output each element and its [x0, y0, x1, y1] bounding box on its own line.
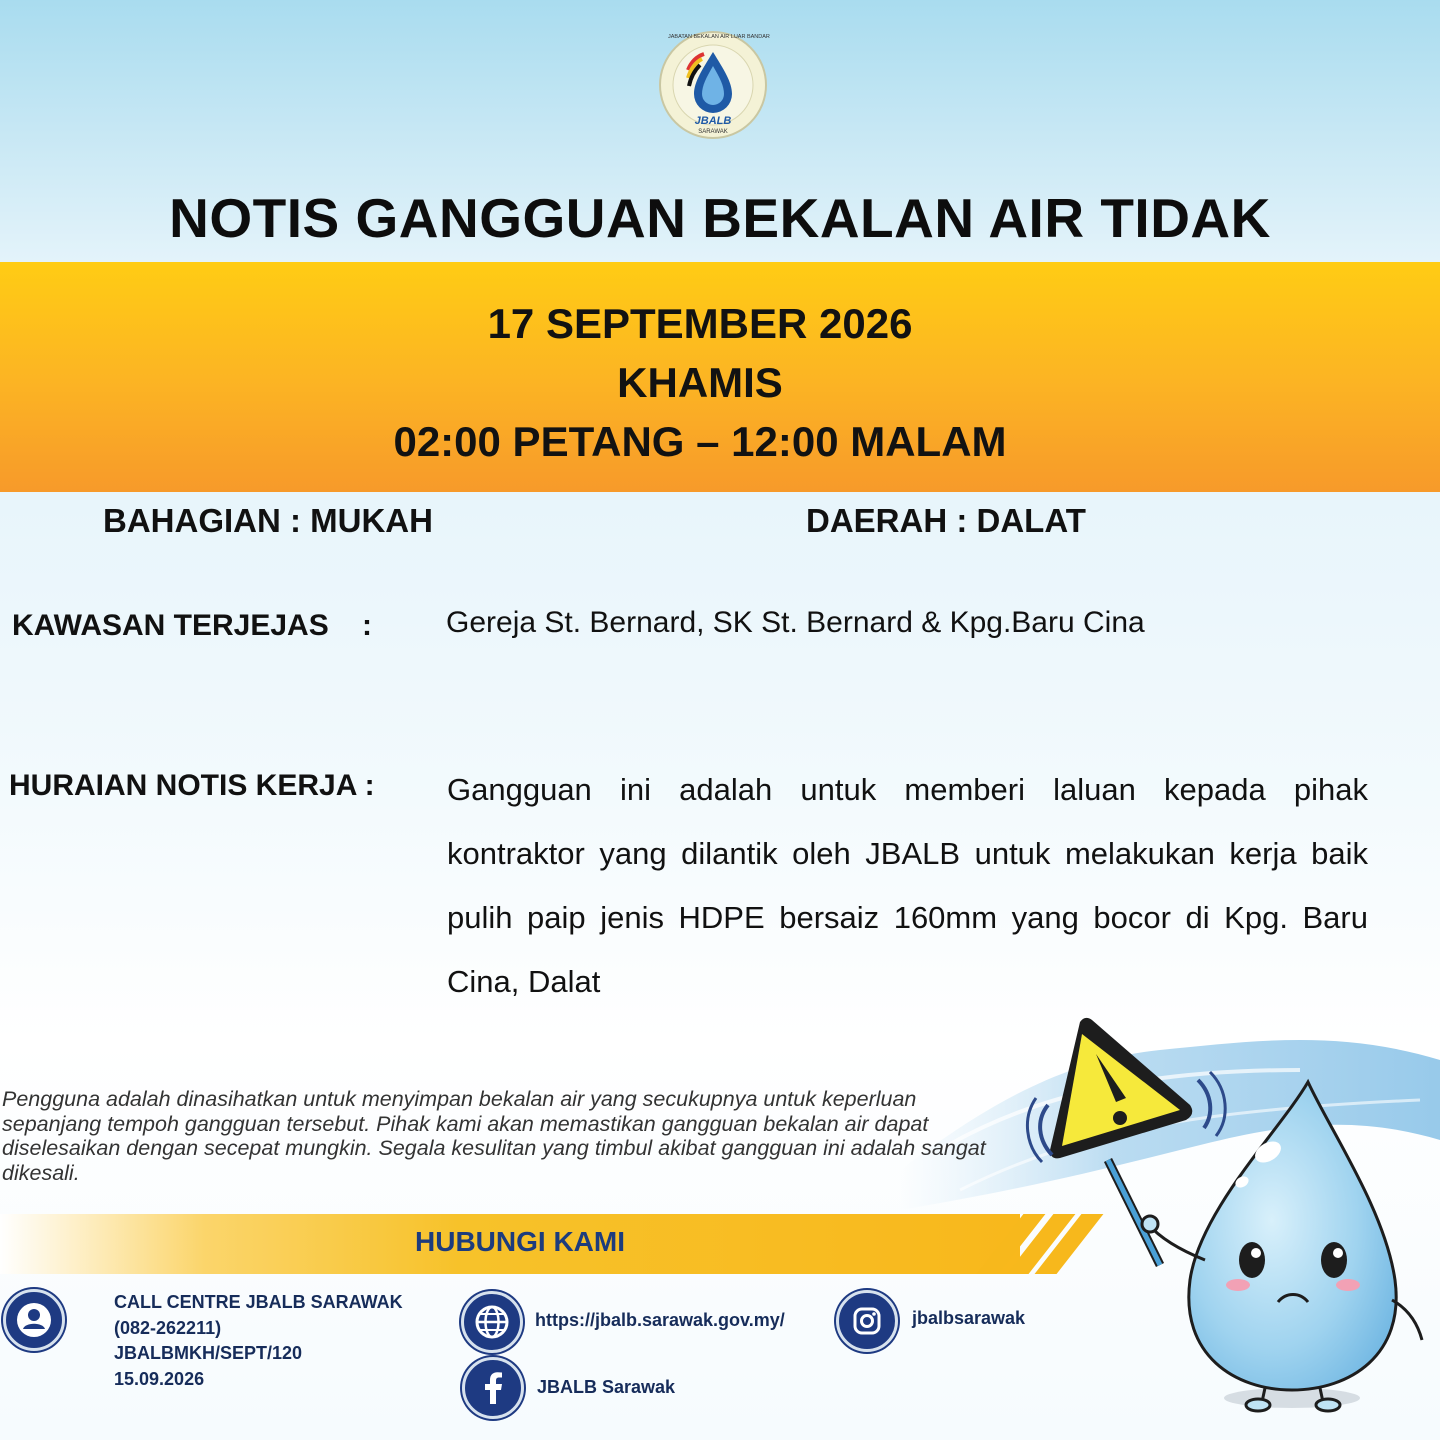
- logo-bottom-text: SARAWAK: [698, 129, 728, 135]
- logo-center-text: JBALB: [694, 115, 732, 127]
- page-title: NOTIS GANGGUAN BEKALAN AIR TIDAK: [169, 187, 1271, 249]
- globe-icon[interactable]: [461, 1291, 523, 1353]
- instagram-handle[interactable]: jbalbsarawak: [912, 1308, 1026, 1328]
- logo-ring-text: JABATAN BEKALAN AIR LUAR BANDAR: [668, 34, 770, 40]
- reference-number: JBALBMKH/SEPT/120: [114, 1343, 303, 1363]
- call-centre-info: [114, 1290, 403, 1392]
- website-link[interactable]: https://jbalb.sarawak.gov.my/: [535, 1310, 785, 1330]
- contact-title: HUBUNGI KAMI: [415, 1226, 625, 1257]
- work-description-label: HURAIAN NOTIS KERJA :: [9, 769, 375, 802]
- person-icon: [3, 1289, 65, 1351]
- schedule-time: 02:00 PETANG – 12:00 MALAM: [393, 418, 1007, 465]
- affected-area-colon: :: [362, 609, 372, 642]
- water-drop-mascot: [1030, 1010, 1440, 1430]
- schedule-day: KHAMIS: [617, 359, 783, 406]
- advisory-text: Pengguna adalah dinasihatkan untuk menyimpan bekalan air yang secukupnya untuk keperluan sepanjang tempoh gangguan tersebut. Pihak kami akan memastikan gangguan bekalan air dapat diselesaikan dengan secepat mungkin. Segala kesulitan yang timbul akibat gangguan ini adalah sangat dikesali.: [2, 1087, 986, 1185]
- affected-area-label: KAWASAN TERJEJAS: [12, 609, 329, 642]
- facebook-page[interactable]: JBALB Sarawak: [537, 1377, 676, 1397]
- warning-sign-icon: [1050, 1018, 1192, 1158]
- division-label: BAHAGIAN : MUKAH: [103, 502, 433, 539]
- schedule-band: [0, 262, 1440, 492]
- district-label: DAERAH : DALAT: [806, 502, 1086, 539]
- facebook-icon[interactable]: [462, 1357, 524, 1419]
- affected-area-value: Gereja St. Bernard, SK St. Bernard & Kpg.Baru Cina: [446, 606, 1145, 639]
- work-description: Gangguan ini adalah untuk memberi laluan kepada pihak kontraktor yang dilantik oleh JBALB untuk melakukan kerja baik pulih paip jenis HDPE bersaiz 160mm yang bocor di Kpg. Baru Cina, Dalat: [447, 772, 1368, 999]
- jbalb-logo: [658, 30, 768, 140]
- instagram-icon[interactable]: [836, 1290, 898, 1352]
- issue-date: 15.09.2026: [114, 1368, 205, 1389]
- call-centre-phone[interactable]: (082-262211): [114, 1317, 222, 1338]
- schedule-date: 17 SEPTEMBER 2026: [487, 300, 913, 347]
- call-centre-name: CALL CENTRE JBALB SARAWAK: [114, 1292, 403, 1312]
